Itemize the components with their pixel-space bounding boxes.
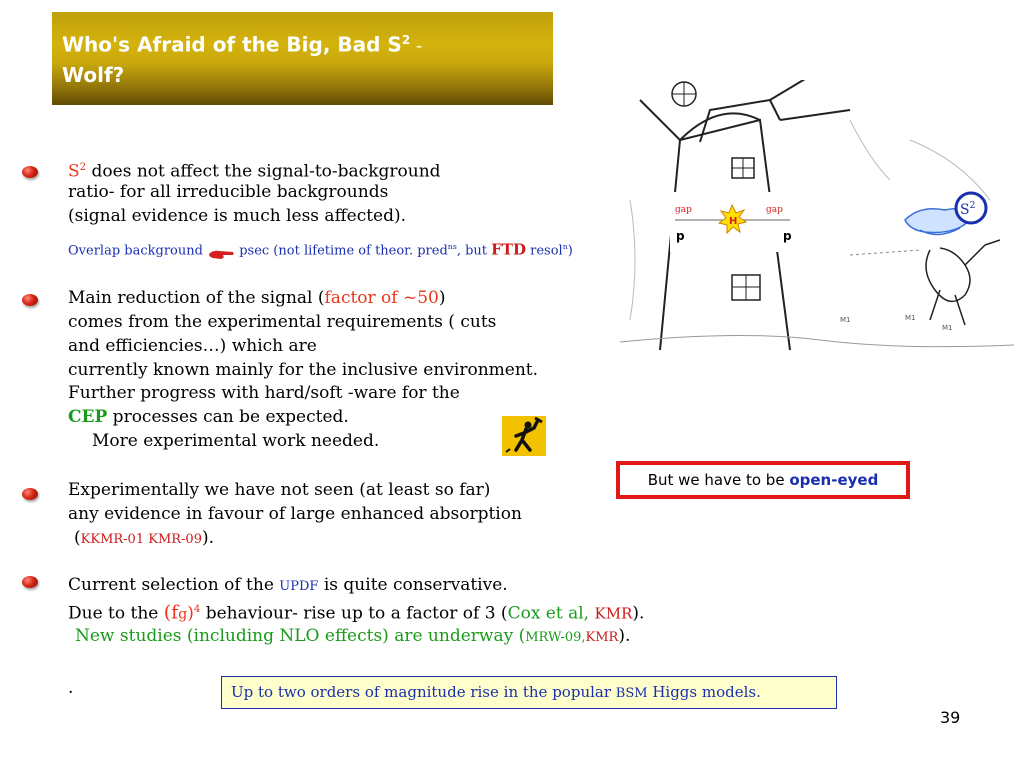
gap-label-right: gap xyxy=(766,205,783,215)
slide-title xyxy=(62,26,532,89)
title-text-part2: Wolf? xyxy=(62,62,125,87)
bullet-icon xyxy=(22,576,38,588)
bullet3-line1: Experimentally we have not seen (at least so far) xyxy=(68,480,491,500)
bullet1-line3: (signal evidence is much less affected). xyxy=(68,206,407,226)
worker-hazard-icon xyxy=(502,416,546,456)
title-text-part1: Who's Afraid of the Big, Bad S xyxy=(62,32,402,57)
higgs-label: H xyxy=(729,216,738,227)
bullet1-overlap-line: Overlap background psec (not lifetime of theor. pred$^{ns}$, but FTD resol$^n$) xyxy=(68,240,573,259)
proton-label-right: p xyxy=(783,229,792,243)
bullet-icon xyxy=(22,488,38,500)
bullet4-line3: New studies (including NLO effects) are underway (MRW-09,KMR). xyxy=(75,626,631,646)
bullet2-line7: More experimental work needed. xyxy=(92,431,380,451)
bullet1-line2: ratio- for all irreducible backgrounds xyxy=(68,182,389,202)
pointing-hand-icon xyxy=(207,245,235,257)
bullet2-line4: currently known mainly for the inclusive environment. xyxy=(68,360,539,380)
bullet-icon xyxy=(22,166,38,178)
s2-circle-label: $S^2$ xyxy=(960,201,976,218)
page-number: 39 xyxy=(940,708,961,727)
callout-prefix: But we have to be xyxy=(647,471,790,489)
marker-m1-a: M1 xyxy=(840,316,851,324)
title-dash: - xyxy=(410,35,423,57)
bullet1-line1: $S^2$ does not affect the signal-to-background xyxy=(68,161,441,182)
windmill-wolf-illustration xyxy=(620,80,1014,362)
bullet2-line5: Further progress with hard/soft -ware for the xyxy=(68,383,460,403)
bullet4-line1: Current selection of the UPDF is quite conservative. xyxy=(68,575,508,595)
bullet2-line1: Main reduction of the signal (factor of ~50) xyxy=(68,288,446,308)
bullet2-line3: and efficiencies…) which are xyxy=(68,336,317,356)
bullet3-line2: any evidence in favour of large enhanced absorption xyxy=(68,504,522,524)
marker-m1-b: M1 xyxy=(905,314,916,322)
bullet4-line2: Due to the (fg)$^4$ behaviour- rise up to a factor of 3 (Cox et al, KMR). xyxy=(68,601,645,624)
open-eyed-callout xyxy=(616,461,910,499)
gap-label-left: gap xyxy=(675,205,692,215)
bullet-icon xyxy=(22,294,38,306)
marker-m1-c: M1 xyxy=(942,324,953,332)
bullet2-line6: CEP processes can be expected. xyxy=(68,407,349,427)
trailing-dot: . xyxy=(68,678,74,698)
higgs-models-callout: Up to two orders of magnitude rise in the popular BSM Higgs models. xyxy=(221,676,837,709)
bullet3-line3: (KKMR-01 KMR-09). xyxy=(74,528,215,548)
title-superscript: 2 xyxy=(401,33,411,47)
title-banner xyxy=(52,12,553,105)
bullet2-line2: comes from the experimental requirements ( cuts xyxy=(68,312,497,332)
callout-highlight: open-eyed xyxy=(789,471,879,489)
proton-label-left: p xyxy=(676,229,685,243)
